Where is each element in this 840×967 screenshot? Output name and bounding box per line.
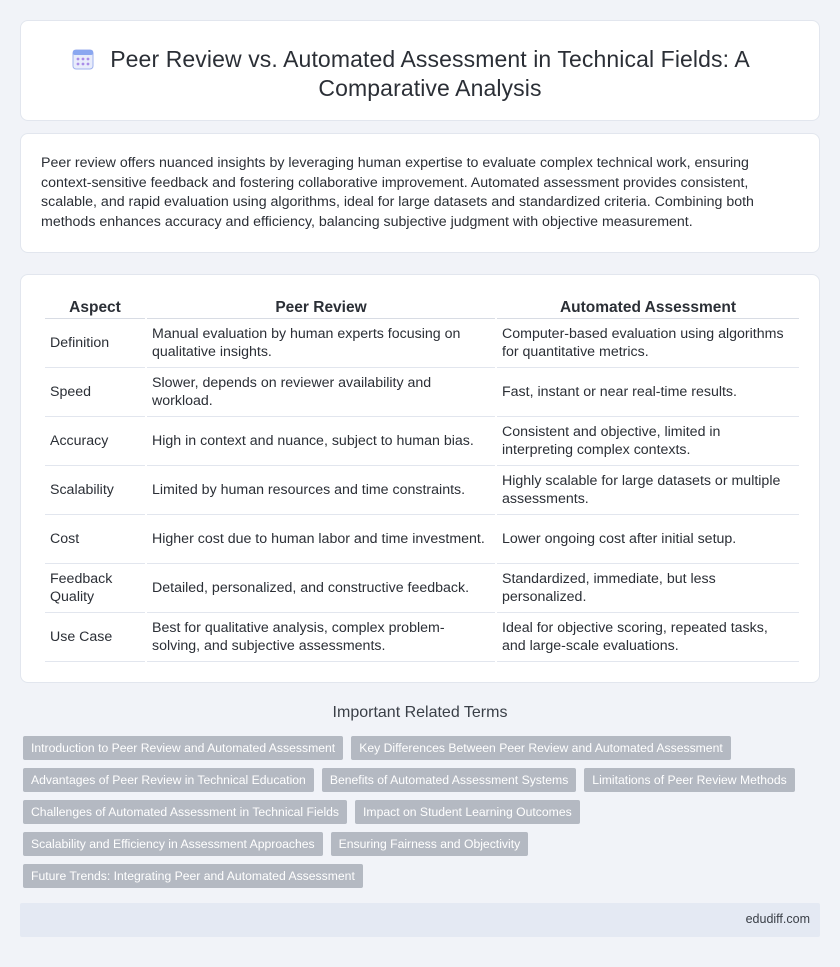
page-title: Peer Review vs. Automated Assessment in Technical Fields: A Comparative Analysis [110, 46, 750, 101]
table-header-row [45, 295, 799, 319]
related-term-tag[interactable]: Scalability and Efficiency in Assessment Approaches [23, 832, 323, 856]
column-header-peer-review: Peer Review [147, 295, 495, 319]
related-term-tag[interactable]: Impact on Student Learning Outcomes [355, 800, 580, 824]
table-row [45, 613, 799, 662]
related-term-tag[interactable]: Key Differences Between Peer Review and Automated Assessment [351, 736, 731, 760]
aspect-cell: Speed [45, 368, 145, 417]
column-header-aspect: Aspect [45, 295, 145, 319]
footer-site-link[interactable]: edudiff.com [745, 912, 810, 926]
comparison-table [43, 295, 801, 662]
table-row [45, 515, 799, 564]
peer-review-cell: High in context and nuance, subject to human bias. [147, 417, 495, 466]
automated-cell: Fast, instant or near real-time results. [497, 368, 799, 417]
table-row [45, 466, 799, 515]
peer-review-cell: Best for qualitative analysis, complex problem-solving, and subjective assessments. [147, 613, 495, 662]
table-row [45, 564, 799, 613]
related-term-tag[interactable]: Advantages of Peer Review in Technical Education [23, 768, 314, 792]
aspect-cell: Use Case [45, 613, 145, 662]
automated-cell: Highly scalable for large datasets or multiple assessments. [497, 466, 799, 515]
aspect-cell: Cost [45, 515, 145, 564]
peer-review-cell: Higher cost due to human labor and time investment. [147, 515, 495, 564]
header-card [20, 20, 820, 121]
automated-cell: Ideal for objective scoring, repeated tasks, and large-scale evaluations. [497, 613, 799, 662]
table-row [45, 319, 799, 368]
related-terms-list [23, 736, 803, 888]
peer-review-cell: Limited by human resources and time constraints. [147, 466, 495, 515]
related-term-tag[interactable]: Limitations of Peer Review Methods [584, 768, 794, 792]
table-row [45, 417, 799, 466]
table-row [45, 368, 799, 417]
peer-review-cell: Manual evaluation by human experts focusing on qualitative insights. [147, 319, 495, 368]
peer-review-cell: Slower, depends on reviewer availability and workload. [147, 368, 495, 417]
related-term-tag[interactable]: Challenges of Automated Assessment in Technical Fields [23, 800, 347, 824]
related-terms-title: Important Related Terms [332, 704, 508, 721]
intro-card [20, 133, 820, 253]
column-header-automated-assessment: Automated Assessment [497, 295, 799, 319]
related-term-tag[interactable]: Future Trends: Integrating Peer and Automated Assessment [23, 864, 363, 888]
aspect-cell: Accuracy [45, 417, 145, 466]
related-term-tag[interactable]: Ensuring Fairness and Objectivity [331, 832, 529, 856]
automated-cell: Lower ongoing cost after initial setup. [497, 515, 799, 564]
aspect-cell: Feedback Quality [45, 564, 145, 613]
peer-review-cell: Detailed, personalized, and constructive feedback. [147, 564, 495, 613]
automated-cell: Computer-based evaluation using algorithms for quantitative metrics. [497, 319, 799, 368]
aspect-cell: Definition [45, 319, 145, 368]
automated-cell: Consistent and objective, limited in interpreting complex contexts. [497, 417, 799, 466]
comparison-card [20, 274, 820, 683]
automated-cell: Standardized, immediate, but less personalized. [497, 564, 799, 613]
related-term-tag[interactable]: Benefits of Automated Assessment Systems [322, 768, 576, 792]
aspect-cell: Scalability [45, 466, 145, 515]
related-term-tag[interactable]: Introduction to Peer Review and Automated Assessment [23, 736, 343, 760]
intro-text: Peer review offers nuanced insights by leveraging human expertise to evaluate complex technical work, ensuring context-sensitive feedback and fostering collaborative improvement. Automated assessment provides consistent, scalable, and rapid evaluation using algorithms, ideal for large datasets and standardized criteria. Combining both methods enhances accuracy and efficiency, balancing subjective judgment with objective measurement. [41, 155, 754, 230]
footer [20, 903, 820, 937]
